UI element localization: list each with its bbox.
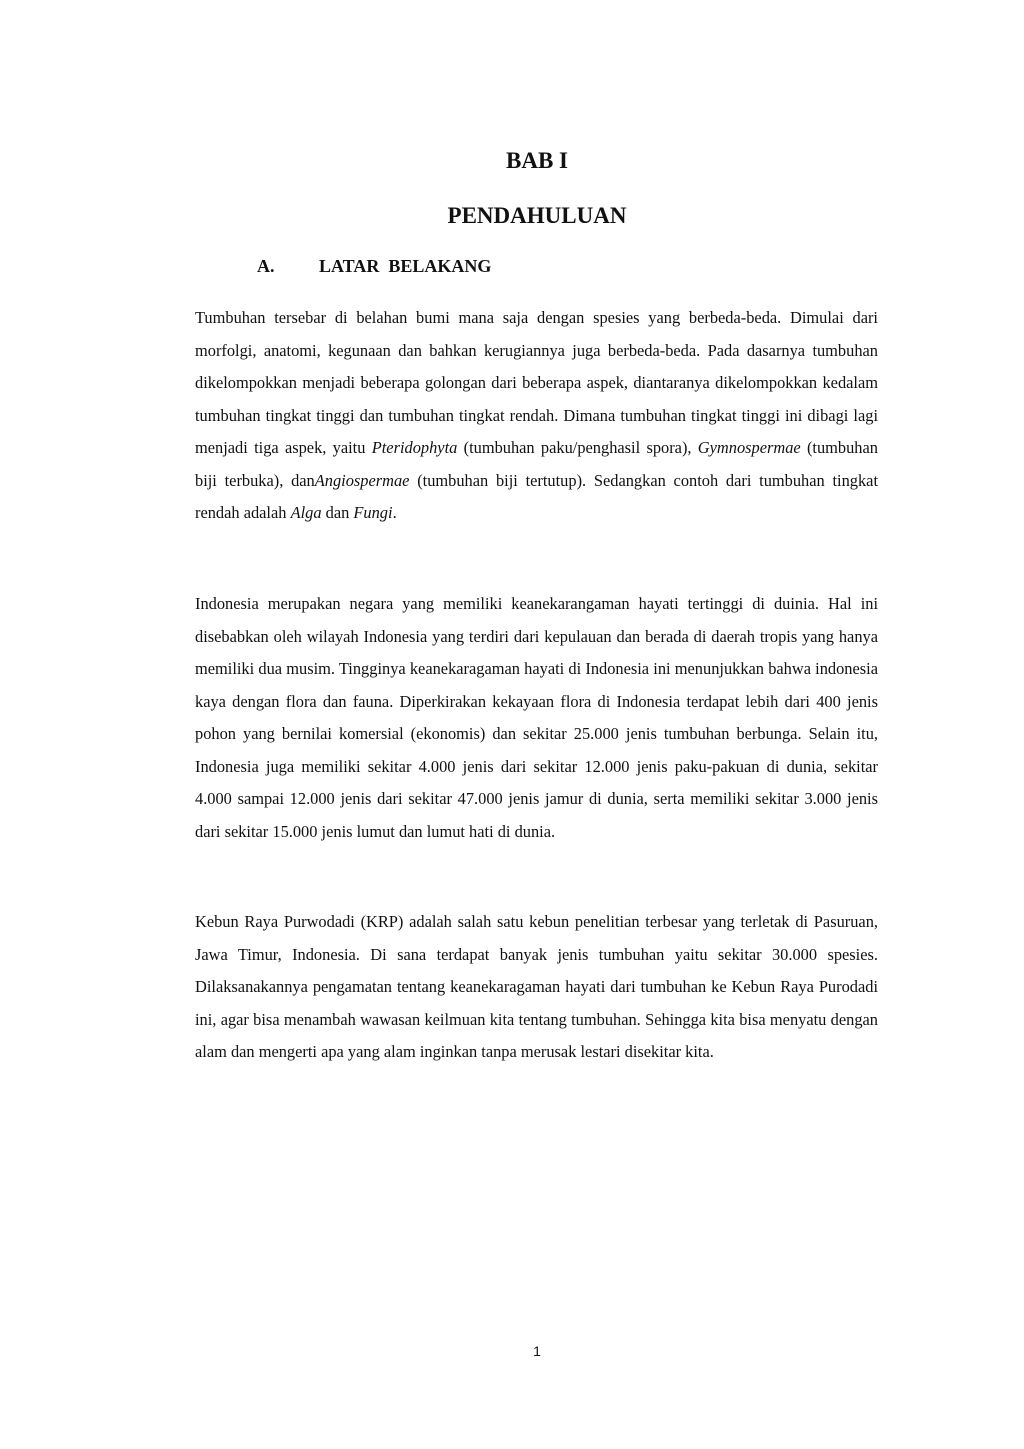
paragraph-plant-classification [195,302,878,530]
paragraph-text: (tumbuhan paku/penghasil spora), [457,438,698,457]
page-number: 1 [533,1343,541,1359]
paragraph-text: (tumbuhan biji terbuka), dan [195,438,878,490]
section-heading [257,256,491,277]
term-alga: Alga [290,503,322,522]
section-title: LATAR BELAKANG [319,256,492,276]
term-angiospermae: Angiospermae [314,470,410,490]
term-pteridophyta: Pteridophyta [371,438,458,457]
paragraph-text: Tumbuhan tersebar di belahan bumi mana saja dengan spesies yang berbeda-beda. Dimulai dari morfolgi, anatomi, kegunaan dan bahkan kerugiannya juga berbeda-beda. Pada dasarnya tumbuhan dikelompokkan menjadi beberapa golongan dari beberapa aspek, diantaranya dikelompokkan kedalam tumbuhan tingkat tinggi dan tumbuhan tingkat rendah. Dimana tumbuhan tingkat tinggi ini dibagi lagi menjadi tiga aspek, yaitu [195,308,878,457]
paragraph-text: . [392,503,397,522]
term-fungi: Fungi [353,503,393,522]
paragraph-text: (tumbuhan biji tertutup). Sedangkan contoh dari tumbuhan tingkat rendah adalah [195,470,878,522]
paragraph-text: dan [321,503,354,522]
paragraph-indonesia-biodiversity: Indonesia merupakan negara yang memiliki keanekarangaman hayati tertinggi di duinia. Hal ini disebabkan oleh wilayah Indonesia yang terdiri dari kepulauan dan berada di daerah tropis yang hanya memiliki dua musim. Tingginya keanekaragaman hayati di Indonesia ini menunjukkan bahwa indonesia kaya dengan flora dan fauna. Diperkirakan kekayaan flora di Indonesia terdapat lebih dari 400 jenis pohon yang bernilai komersial (ekonomis) dan sekitar 25.000 jenis tumbuhan berbunga. Selain itu, Indonesia juga memiliki sekitar 4.000 jenis dari sekitar 12.000 jenis paku-pakuan di dunia, sekitar 4.000 sampai 12.000 jenis dari sekitar 47.000 jenis jamur di dunia, serta memiliki sekitar 3.000 jenis dari sekitar 15.000 jenis lumut dan lumut hati di dunia. [195,594,878,841]
chapter-title: PENDAHULUAN [447,203,627,228]
section-number: A. [257,256,275,276]
term-gymnospermae: Gymnospermae [697,438,801,457]
paragraph-kebun-raya-purwodadi: Kebun Raya Purwodadi (KRP) adalah salah satu kebun penelitian terbesar yang terletak di Pasuruan, Jawa Timur, Indonesia. Di sana terdapat banyak jenis tumbuhan yaitu sekitar 30.000 spesies. Dilaksanakannya pengamatan tentang keanekaragaman hayati dari tumbuhan ke Kebun Raya Purodadi ini, agar bisa menambah wawasan keilmuan kita tentang tumbuhan. Sehingga kita bisa menyatu dengan alam dan mengerti apa yang alam inginkan tanpa merusak lestari disekitar kita. [195,912,878,1061]
chapter-number: BAB I [506,148,568,173]
